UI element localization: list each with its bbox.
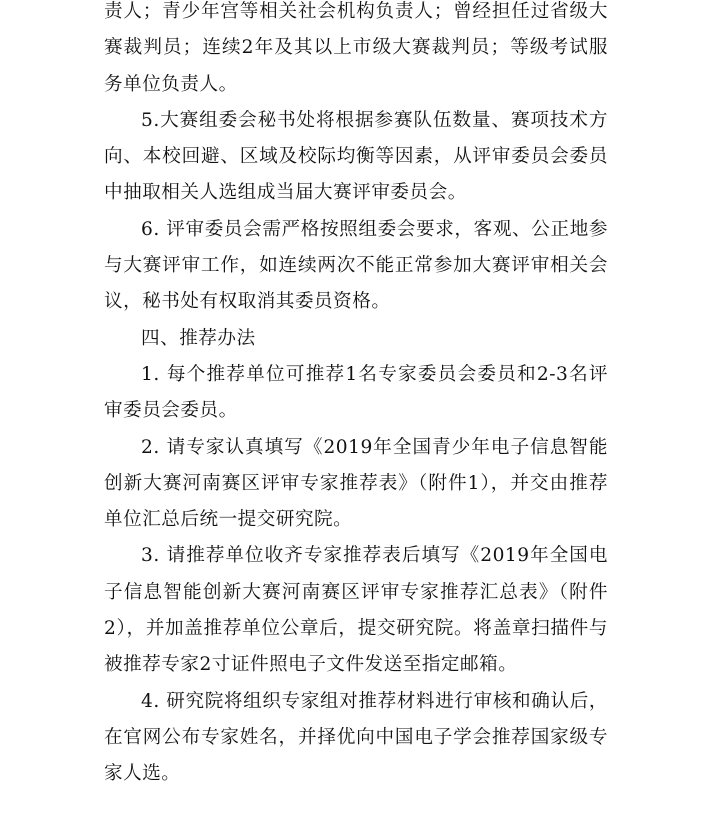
- text-line: 向、本校回避、区域及校际均衡等因素，从评审委员会委员: [104, 146, 608, 168]
- text-line: 审委员会委员。: [104, 400, 238, 422]
- text-line: 责人；青少年宫等相关社会机构负责人；曾经担任过省级大: [104, 1, 608, 22]
- text-line: 在官网公布专家姓名，并择优向中国电子学会推荐国家级专: [104, 726, 608, 748]
- text-line: 赛裁判员；连续2年及其以上市级大赛裁判员；等级考试服: [104, 37, 608, 59]
- text-line: 6. 评审委员会需严格按照组委会要求，客观、公正地参: [141, 218, 608, 240]
- text-line: 中抽取相关人选组成当届大赛评审委员会。: [104, 182, 467, 204]
- text-line: 单位汇总后统一提交研究院。: [104, 509, 353, 531]
- text-line: 务单位负责人。: [104, 73, 238, 95]
- paragraph-recommendation-1: [104, 357, 608, 430]
- section-heading: 四、推荐办法: [141, 327, 256, 349]
- section-heading-recommendation-method: [104, 321, 608, 357]
- paragraph-recommendation-2: [104, 430, 608, 539]
- text-line: 2），并加盖推荐单位公章后，提交研究院。将盖章扫描件与: [104, 618, 608, 640]
- text-line: 家人选。: [104, 763, 181, 785]
- paragraph-recommendation-4: [104, 684, 608, 793]
- document-page: [104, 0, 608, 793]
- text-line: 2. 请专家认真填写《2019年全国青少年电子信息智能: [141, 436, 608, 458]
- text-line: 被推荐专家2寸证件照电子文件发送至指定邮箱。: [104, 654, 518, 676]
- paragraph-continued-qualifications: [104, 0, 608, 103]
- text-line: 4. 研究院将组织专家组对推荐材料进行审核和确认后，: [141, 690, 608, 712]
- text-line: 3. 请推荐单位收齐专家推荐表后填写《2019年全国电: [141, 545, 608, 567]
- text-line: 议，秘书处有权取消其委员资格。: [104, 291, 391, 313]
- text-line: 5.大赛组委会秘书处将根据参赛队伍数量、赛项技术方: [141, 109, 608, 131]
- text-line: 与大赛评审工作，如连续两次不能正常参加大赛评审相关会: [104, 255, 608, 277]
- text-line: 创新大赛河南赛区评审专家推荐表》（附件1），并交由推荐: [104, 472, 608, 494]
- paragraph-item-6: [104, 212, 608, 321]
- paragraph-item-5: [104, 103, 608, 212]
- text-line: 子信息智能创新大赛河南赛区评审专家推荐汇总表》（附件: [104, 581, 608, 603]
- paragraph-recommendation-3: [104, 538, 608, 683]
- text-line: 1. 每个推荐单位可推荐1名专家委员会委员和2-3名评: [141, 363, 608, 385]
